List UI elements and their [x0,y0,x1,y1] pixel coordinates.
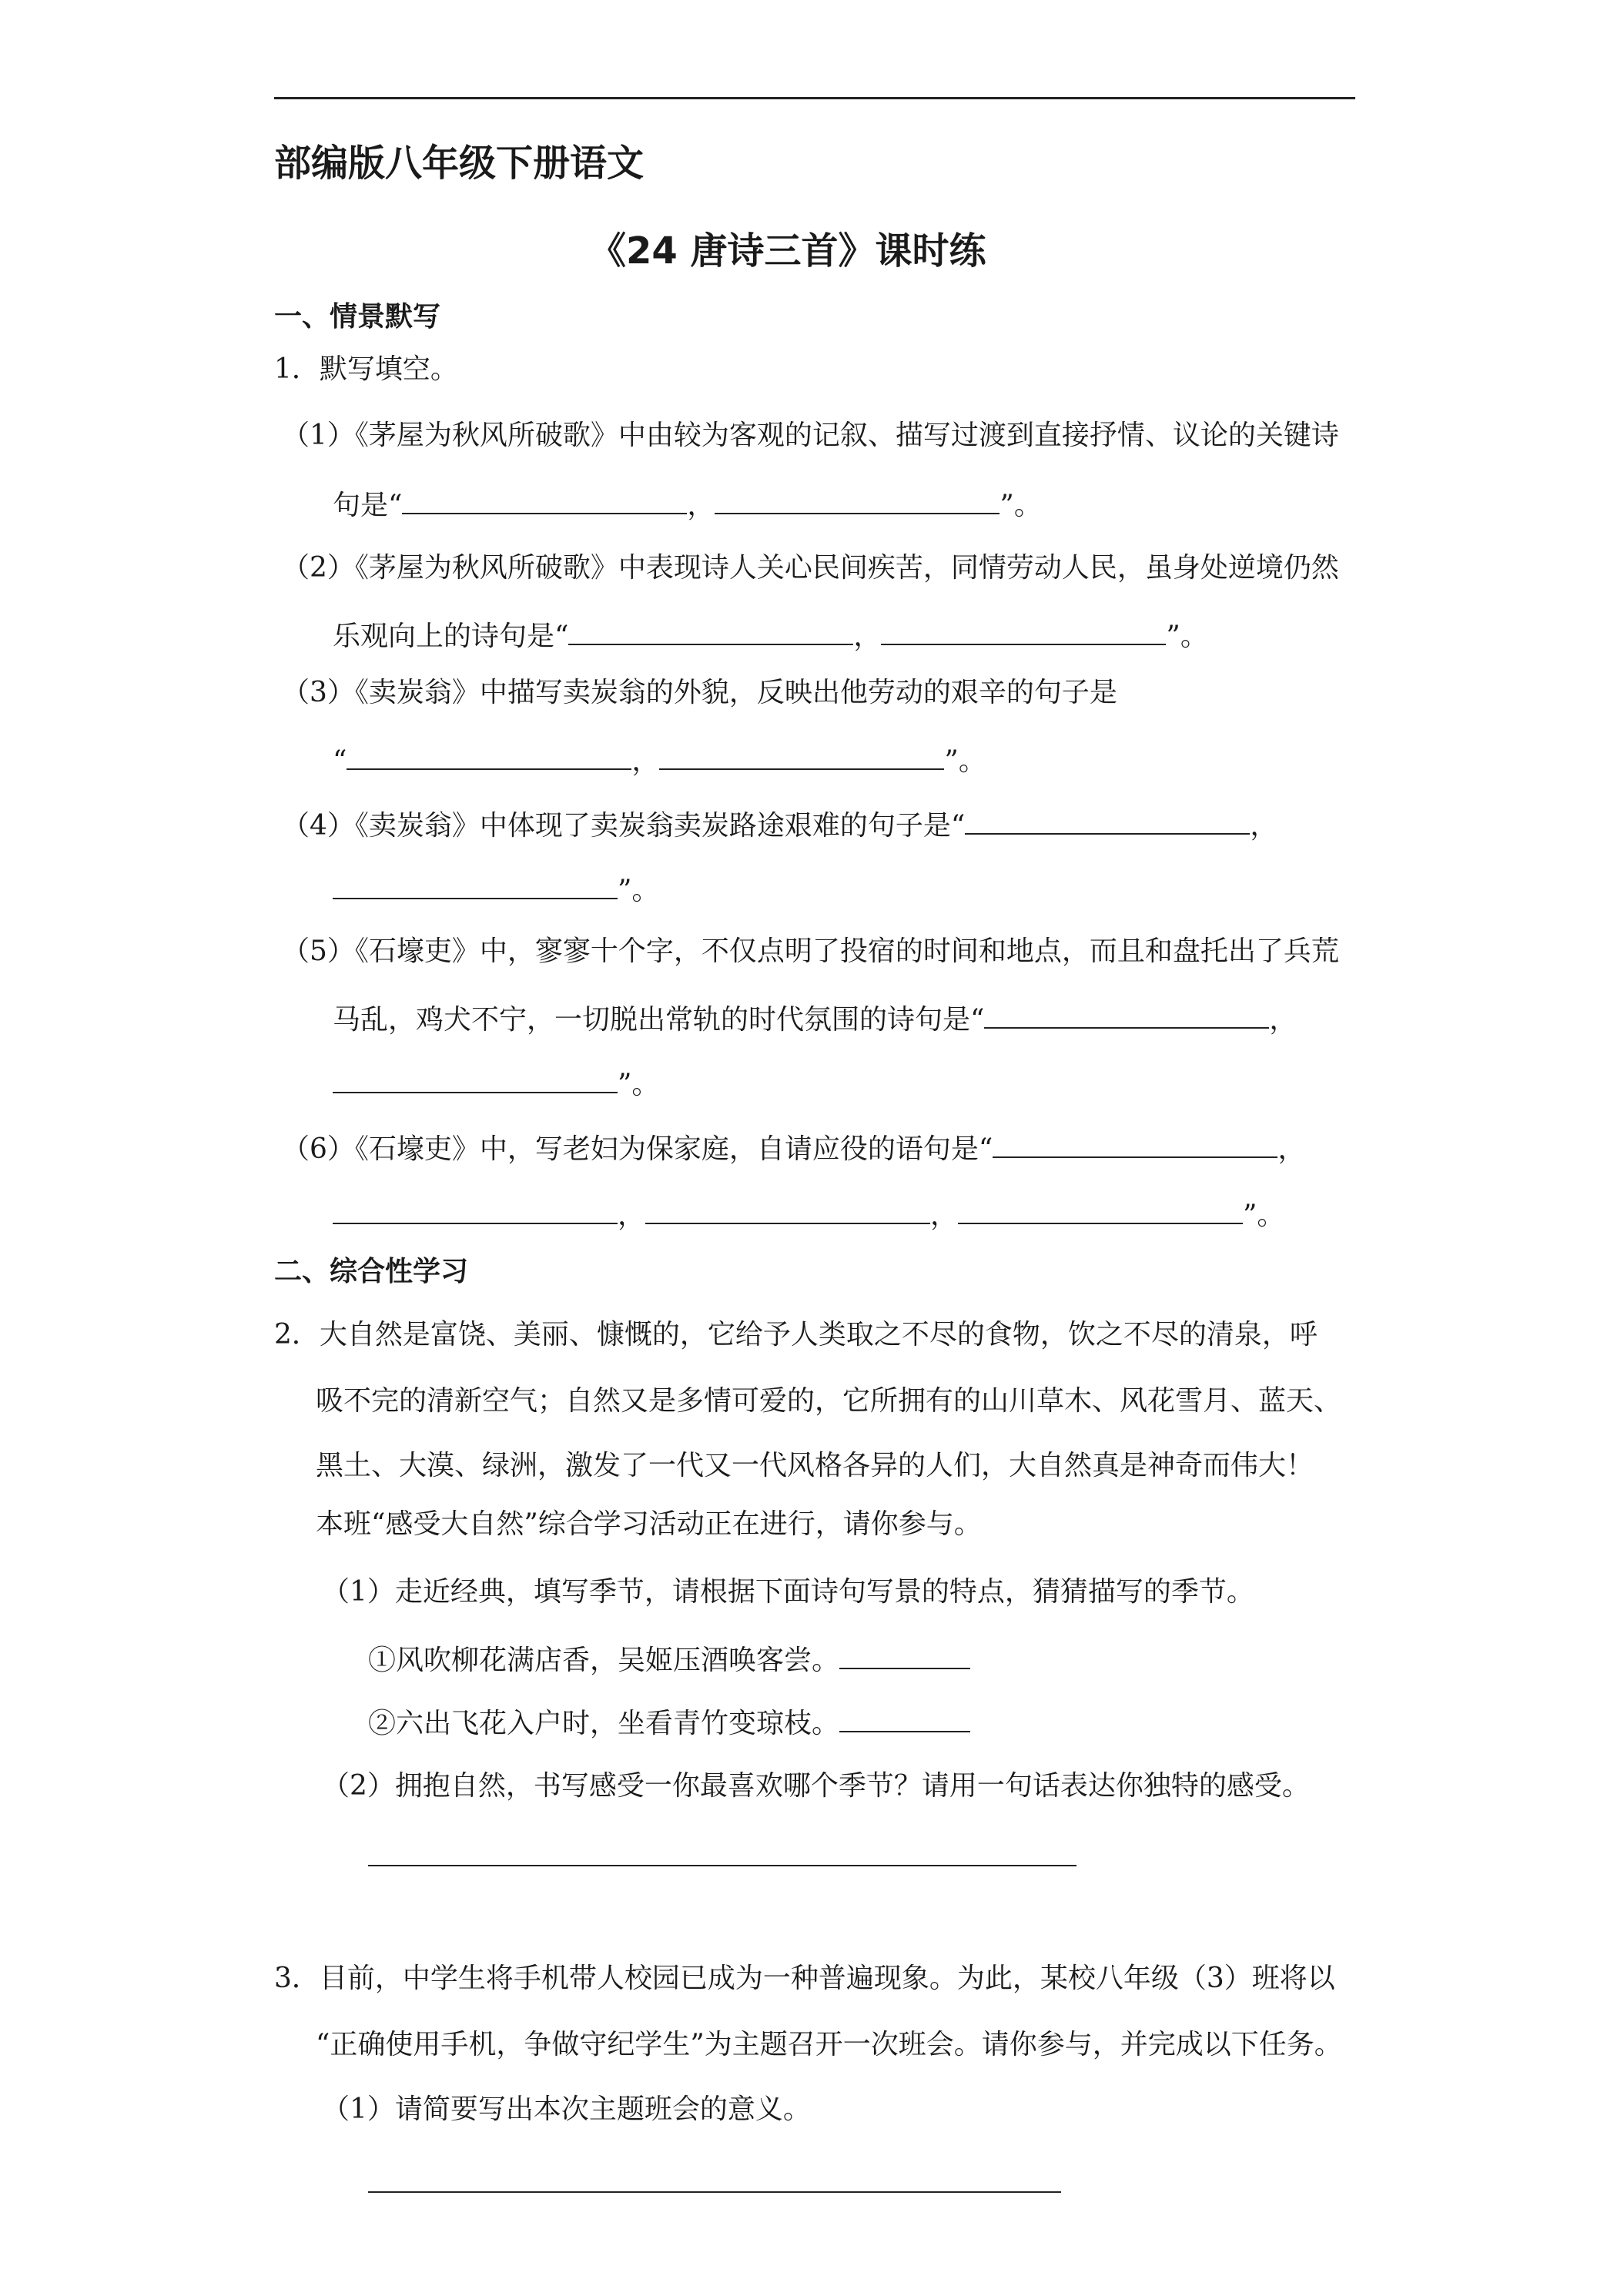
answer-blank[interactable] [568,616,853,645]
question-1-6-text [282,1129,1305,1166]
question-2-1-a [368,1640,970,1678]
question-1-intro: 1．默写填空。 [274,353,458,385]
question-2-text-line-2: 吸不完的清新空气；自然又是多情可爱的，它所拥有的山川草木、风花雪月、蓝天、 [316,1385,1342,1417]
question-3-text-line-2: “正确使用手机，争做守纪学生”为主题召开一次班会。请你参与，并完成以下任务。 [316,2029,1342,2060]
comma: ， [618,1200,646,1231]
question-2-text-line-4: 本班“感受大自然”综合学习活动正在进行，请你参与。 [316,1508,982,1540]
comma: ， [1269,1004,1298,1036]
answer-blank[interactable] [881,616,1166,645]
answer-blank[interactable] [839,1703,970,1732]
question-1-1-answer-line [333,485,1042,523]
question-2-1-text: （1）走近经典，填写季节，请根据下面诗句写景的特点，猜猜描写的季节。 [322,1576,1254,1608]
answer-line[interactable] [368,1865,1077,1866]
prompt: （6）《石壕吏》中，写老妇为保家庭，自请应役的语句是“ [282,1133,993,1165]
question-2-text-line-3: 黑土、大漠、绿洲，激发了一代又一代风格各异的人们，大自然真是神奇而伟大！ [316,1450,1314,1481]
quote-close: ”。 [1243,1200,1285,1231]
question-3-text-line-1: 3．目前，中学生将手机带人校园已成为一种普遍现象。为此，某校八年级（3）班将以 [274,1963,1335,1994]
comma: ， [631,745,660,777]
question-1-2-text: （2）《茅屋为秋风所破歌》中表现诗人关心民间疾苦，同情劳动人民，虽身处逆境仍然 [282,552,1339,584]
answer-blank[interactable] [659,741,944,770]
page-subtitle: 部编版八年级下册语文 [274,142,645,185]
answer-line[interactable] [368,2191,1061,2193]
question-2-2-text: （2）拥抱自然，书写感受一你最喜欢哪个季节？请用一句话表达你独特的感受。 [322,1770,1310,1802]
question-3-1-text: （1）请简要写出本次主题班会的意义。 [322,2094,811,2125]
poem-line: ②六出飞花入户时，坐看青竹变琼枝。 [368,1708,840,1739]
question-1-5-text: （5）《石壕吏》中，寥寥十个字，不仅点明了投宿的时间和地点，而且和盘托出了兵荒 [282,935,1339,967]
quote-close: ”。 [1000,490,1042,521]
answer-blank[interactable] [993,1129,1277,1158]
question-1-3-answer-line [333,741,986,778]
answer-blank[interactable] [402,485,687,514]
comma: ， [1250,810,1278,842]
question-1-1-text: （1）《茅屋为秋风所破歌》中由较为客观的记叙、描写过渡到直接抒情、议论的关键诗 [282,420,1339,451]
question-1-4-text [282,805,1277,843]
answer-blank[interactable] [958,1195,1243,1224]
comma: ， [930,1200,959,1231]
answer-blank[interactable] [333,1195,618,1224]
answer-blank[interactable] [347,741,631,770]
question-1-4-answer-line [333,870,659,908]
question-1-2-answer-line [333,616,1208,654]
comma: ， [853,621,882,652]
section-heading-1: 一、情景默写 [274,301,441,333]
quote-close: ”。 [618,1069,660,1100]
top-rule [274,97,1355,99]
quote-close: ”。 [618,875,660,906]
prompt: （4）《卖炭翁》中体现了卖炭翁卖炭路途艰难的句子是“ [282,810,966,842]
answer-blank[interactable] [715,485,1000,514]
answer-blank[interactable] [333,870,618,899]
question-1-3-text: （3）《卖炭翁》中描写卖炭翁的外貌，反映出他劳动的艰辛的句子是 [282,677,1117,708]
quote-close: ”。 [1166,621,1208,652]
prompt: 马乱，鸡犬不宁，一切脱出常轨的时代氛围的诗句是“ [333,1004,985,1036]
page-title: 《24 唐诗三首》课时练 [589,229,986,273]
quote-open: “ [333,745,347,777]
question-1-6-answer-line [333,1195,1284,1233]
section-heading-2: 二、综合性学习 [274,1256,469,1287]
quote-close: ”。 [944,745,986,777]
answer-blank[interactable] [645,1195,930,1224]
answer-blank[interactable] [333,1064,618,1093]
question-2-text-line-1: 2．大自然是富饶、美丽、慷慨的，它给予人类取之不尽的食物，饮之不尽的清泉，呼 [274,1319,1318,1350]
question-1-5-answer-line-2 [333,1064,659,1102]
quote-open: 句是“ [333,490,403,521]
poem-line: ①风吹柳花满店香，吴姬压酒唤客尝。 [368,1645,840,1676]
comma: ， [1277,1133,1306,1165]
question-1-5-answer-line [333,999,1297,1037]
answer-blank[interactable] [839,1640,970,1669]
answer-blank[interactable] [984,999,1269,1029]
answer-blank[interactable] [965,805,1250,835]
comma: ， [687,490,715,521]
quote-open: 乐观向上的诗句是“ [333,621,569,652]
question-2-1-b [368,1703,970,1741]
